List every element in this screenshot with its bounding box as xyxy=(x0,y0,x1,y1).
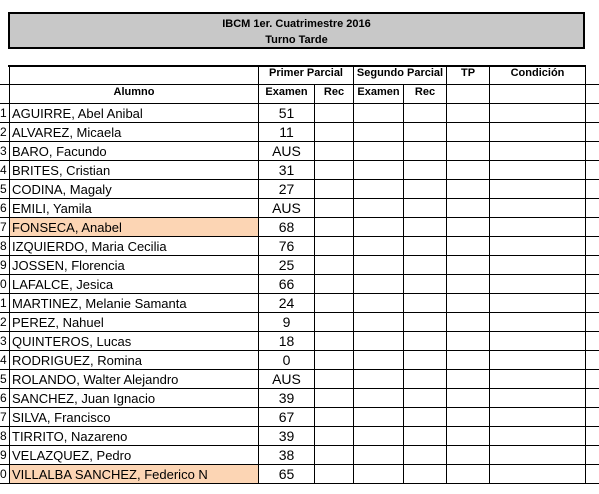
table-row xyxy=(0,237,599,256)
table-row xyxy=(0,218,599,237)
header-segundo-parcial[interactable]: Segundo Parcial xyxy=(354,66,447,85)
sheet-title: IBCM 1er. Cuatrimestre 2016 xyxy=(222,18,371,30)
condicion-cell[interactable] xyxy=(490,275,586,294)
tp-cell[interactable] xyxy=(447,446,490,465)
extra-cell xyxy=(586,218,599,237)
extra-cell xyxy=(586,161,599,180)
header-examen-2[interactable]: Examen xyxy=(354,85,404,104)
row-number: 5 xyxy=(0,180,9,199)
extra-cell xyxy=(586,465,599,484)
row-number: 3 xyxy=(0,332,9,351)
examen-1-score[interactable]: 39 xyxy=(259,427,315,446)
extra-cell xyxy=(586,408,599,427)
rec-2-cell[interactable] xyxy=(404,351,447,370)
examen-1-score[interactable]: AUS xyxy=(259,199,315,218)
rec-2-cell[interactable] xyxy=(404,446,447,465)
examen-1-score[interactable]: 38 xyxy=(259,446,315,465)
extra-cell xyxy=(586,389,599,408)
examen-2-cell[interactable] xyxy=(354,275,404,294)
rec-2-cell[interactable] xyxy=(404,294,447,313)
examen-2-cell[interactable] xyxy=(354,408,404,427)
sheet-title-box xyxy=(8,12,585,49)
row-number: 3 xyxy=(0,142,9,161)
examen-1-score[interactable]: 31 xyxy=(259,161,315,180)
rec-1-cell[interactable] xyxy=(315,275,354,294)
header-rec-2[interactable]: Rec xyxy=(404,85,447,104)
rec-1-cell[interactable] xyxy=(315,389,354,408)
tp-cell[interactable] xyxy=(447,408,490,427)
condicion-cell[interactable] xyxy=(490,294,586,313)
row-number: 1 xyxy=(0,294,9,313)
rec-1-cell[interactable] xyxy=(315,465,354,484)
rec-2-cell[interactable] xyxy=(404,370,447,389)
row-number: 2 xyxy=(0,123,9,142)
header-blank[interactable] xyxy=(9,66,259,85)
row-number: 0 xyxy=(0,275,9,294)
row-number: 7 xyxy=(0,218,9,237)
examen-1-score[interactable]: 25 xyxy=(259,256,315,275)
tp-cell[interactable] xyxy=(447,142,490,161)
student-name[interactable]: ALVAREZ, Micaela xyxy=(9,123,259,142)
student-name[interactable]: VILLALBA SANCHEZ, Federico N xyxy=(9,465,259,484)
extra-cell xyxy=(586,294,599,313)
condicion-cell[interactable] xyxy=(490,370,586,389)
student-name[interactable]: SILVA, Francisco xyxy=(9,408,259,427)
condicion-cell[interactable] xyxy=(490,199,586,218)
table-row xyxy=(0,408,599,427)
student-name[interactable]: AGUIRRE, Abel Anibal xyxy=(9,104,259,123)
extra-cell xyxy=(586,427,599,446)
student-name[interactable]: TIRRITO, Nazareno xyxy=(9,427,259,446)
extra-cell xyxy=(586,199,599,218)
student-name[interactable]: IZQUIERDO, Maria Cecilia xyxy=(9,237,259,256)
examen-2-cell[interactable] xyxy=(354,142,404,161)
extra-cell xyxy=(586,313,599,332)
table-row xyxy=(0,161,599,180)
tp-cell[interactable] xyxy=(447,465,490,484)
tp-cell[interactable] xyxy=(447,313,490,332)
table-row xyxy=(0,104,599,123)
rec-2-cell[interactable] xyxy=(404,465,447,484)
rec-2-cell[interactable] xyxy=(404,408,447,427)
header-alumno[interactable]: Alumno xyxy=(9,85,259,104)
student-name[interactable]: LAFALCE, Jesica xyxy=(9,275,259,294)
condicion-cell[interactable] xyxy=(490,104,586,123)
table-row xyxy=(0,370,599,389)
rec-1-cell[interactable] xyxy=(315,294,354,313)
condicion-cell[interactable] xyxy=(490,351,586,370)
table-row xyxy=(0,123,599,142)
rec-1-cell[interactable] xyxy=(315,123,354,142)
row-number-header xyxy=(0,66,9,85)
examen-1-score[interactable]: 27 xyxy=(259,180,315,199)
condicion-cell[interactable] xyxy=(490,389,586,408)
rec-1-cell[interactable] xyxy=(315,370,354,389)
sheet-subtitle: Turno Tarde xyxy=(265,34,328,46)
condicion-cell[interactable] xyxy=(490,332,586,351)
row-number: 8 xyxy=(0,427,9,446)
student-name[interactable]: RODRIGUEZ, Romina xyxy=(9,351,259,370)
table-row xyxy=(0,199,599,218)
rec-1-cell[interactable] xyxy=(315,313,354,332)
rec-2-cell[interactable] xyxy=(404,332,447,351)
condicion-cell[interactable] xyxy=(490,142,586,161)
rec-1-cell[interactable] xyxy=(315,427,354,446)
student-name[interactable]: MARTINEZ, Melanie Samanta xyxy=(9,294,259,313)
rec-2-cell[interactable] xyxy=(404,199,447,218)
extra-cell xyxy=(586,180,599,199)
rec-1-cell[interactable] xyxy=(315,142,354,161)
rec-1-cell[interactable] xyxy=(315,180,354,199)
header-condicion[interactable]: Condición xyxy=(490,66,586,85)
examen-2-cell[interactable] xyxy=(354,237,404,256)
tp-cell[interactable] xyxy=(447,104,490,123)
rec-1-cell[interactable] xyxy=(315,408,354,427)
extra-cell xyxy=(586,256,599,275)
student-name[interactable]: CODINA, Magaly xyxy=(9,180,259,199)
header-extra xyxy=(586,85,599,104)
tp-cell[interactable] xyxy=(447,370,490,389)
examen-1-score[interactable]: 18 xyxy=(259,332,315,351)
examen-1-score[interactable]: 67 xyxy=(259,408,315,427)
rec-1-cell[interactable] xyxy=(315,351,354,370)
examen-1-score[interactable]: 66 xyxy=(259,275,315,294)
examen-2-cell[interactable] xyxy=(354,123,404,142)
student-name[interactable]: QUINTEROS, Lucas xyxy=(9,332,259,351)
table-row xyxy=(0,294,599,313)
examen-1-score[interactable]: 11 xyxy=(259,123,315,142)
table-row xyxy=(0,389,599,408)
rec-2-cell[interactable] xyxy=(404,142,447,161)
student-name[interactable]: SANCHEZ, Juan Ignacio xyxy=(9,389,259,408)
extra-cell xyxy=(586,370,599,389)
header-extra xyxy=(586,66,599,85)
examen-1-score[interactable]: 51 xyxy=(259,104,315,123)
extra-cell xyxy=(586,142,599,161)
tp-cell[interactable] xyxy=(447,237,490,256)
condicion-cell[interactable] xyxy=(490,427,586,446)
row-number: 5 xyxy=(0,370,9,389)
examen-1-score[interactable]: 24 xyxy=(259,294,315,313)
row-number: 8 xyxy=(0,237,9,256)
rec-2-cell[interactable] xyxy=(404,104,447,123)
extra-cell xyxy=(586,104,599,123)
examen-2-cell[interactable] xyxy=(354,370,404,389)
header-tp[interactable]: TP xyxy=(447,66,490,85)
row-number: 0 xyxy=(0,465,9,484)
row-number-header xyxy=(0,85,9,104)
condicion-cell[interactable] xyxy=(490,123,586,142)
tp-cell[interactable] xyxy=(447,199,490,218)
rec-1-cell[interactable] xyxy=(315,104,354,123)
header-primer-parcial[interactable]: Primer Parcial xyxy=(259,66,354,85)
extra-cell xyxy=(586,332,599,351)
rec-1-cell[interactable] xyxy=(315,218,354,237)
condicion-cell[interactable] xyxy=(490,446,586,465)
table-row xyxy=(0,427,599,446)
tp-cell[interactable] xyxy=(447,180,490,199)
examen-2-cell[interactable] xyxy=(354,465,404,484)
condicion-cell[interactable] xyxy=(490,313,586,332)
row-number: 9 xyxy=(0,256,9,275)
table-row xyxy=(0,256,599,275)
rec-2-cell[interactable] xyxy=(404,218,447,237)
examen-1-score[interactable]: 68 xyxy=(259,218,315,237)
student-name[interactable]: BRITES, Cristian xyxy=(9,161,259,180)
row-number: 7 xyxy=(0,408,9,427)
tp-cell[interactable] xyxy=(447,332,490,351)
examen-2-cell[interactable] xyxy=(354,446,404,465)
header-row-2 xyxy=(0,85,599,104)
condicion-cell[interactable] xyxy=(490,218,586,237)
condicion-cell[interactable] xyxy=(490,237,586,256)
tp-cell[interactable] xyxy=(447,294,490,313)
header-condicion-blank[interactable] xyxy=(490,85,586,104)
tp-cell[interactable] xyxy=(447,351,490,370)
student-name[interactable]: VELAZQUEZ, Pedro xyxy=(9,446,259,465)
student-name[interactable]: PEREZ, Nahuel xyxy=(9,313,259,332)
header-rec-1[interactable]: Rec xyxy=(315,85,354,104)
rec-1-cell[interactable] xyxy=(315,199,354,218)
examen-2-cell[interactable] xyxy=(354,427,404,446)
table-row xyxy=(0,465,599,484)
condicion-cell[interactable] xyxy=(490,161,586,180)
row-number: 6 xyxy=(0,389,9,408)
examen-1-score[interactable]: 76 xyxy=(259,237,315,256)
condicion-cell[interactable] xyxy=(490,180,586,199)
extra-cell xyxy=(586,237,599,256)
header-examen-1[interactable]: Examen xyxy=(259,85,315,104)
table-row xyxy=(0,351,599,370)
rec-2-cell[interactable] xyxy=(404,237,447,256)
student-name[interactable]: EMILI, Yamila xyxy=(9,199,259,218)
rec-1-cell[interactable] xyxy=(315,237,354,256)
examen-2-cell[interactable] xyxy=(354,332,404,351)
tp-cell[interactable] xyxy=(447,218,490,237)
condicion-cell[interactable] xyxy=(490,408,586,427)
tp-cell[interactable] xyxy=(447,256,490,275)
condicion-cell[interactable] xyxy=(490,256,586,275)
rec-2-cell[interactable] xyxy=(404,389,447,408)
table-row xyxy=(0,332,599,351)
student-name[interactable]: BARO, Facundo xyxy=(9,142,259,161)
header-tp-blank[interactable] xyxy=(447,85,490,104)
examen-1-score[interactable]: 9 xyxy=(259,313,315,332)
row-number: 4 xyxy=(0,161,9,180)
tp-cell[interactable] xyxy=(447,123,490,142)
table-row xyxy=(0,446,599,465)
extra-cell xyxy=(586,123,599,142)
extra-cell xyxy=(586,351,599,370)
student-name[interactable]: FONSECA, Anabel xyxy=(9,218,259,237)
rec-2-cell[interactable] xyxy=(404,256,447,275)
rec-1-cell[interactable] xyxy=(315,332,354,351)
rec-2-cell[interactable] xyxy=(404,180,447,199)
examen-2-cell[interactable] xyxy=(354,180,404,199)
examen-2-cell[interactable] xyxy=(354,218,404,237)
student-name[interactable]: ROLANDO, Walter Alejandro xyxy=(9,370,259,389)
row-number: 1 xyxy=(0,104,9,123)
examen-2-cell[interactable] xyxy=(354,294,404,313)
examen-2-cell[interactable] xyxy=(354,313,404,332)
rec-1-cell[interactable] xyxy=(315,256,354,275)
examen-1-score[interactable]: 0 xyxy=(259,351,315,370)
condicion-cell[interactable] xyxy=(490,465,586,484)
row-number: 4 xyxy=(0,351,9,370)
student-name[interactable]: JOSSEN, Florencia xyxy=(9,256,259,275)
rec-2-cell[interactable] xyxy=(404,313,447,332)
tp-cell[interactable] xyxy=(447,275,490,294)
row-number: 2 xyxy=(0,313,9,332)
rec-1-cell[interactable] xyxy=(315,446,354,465)
table-row xyxy=(0,313,599,332)
examen-1-score[interactable]: AUS xyxy=(259,370,315,389)
examen-2-cell[interactable] xyxy=(354,351,404,370)
examen-1-score[interactable]: AUS xyxy=(259,142,315,161)
rec-2-cell[interactable] xyxy=(404,275,447,294)
tp-cell[interactable] xyxy=(447,161,490,180)
row-number: 9 xyxy=(0,446,9,465)
examen-2-cell[interactable] xyxy=(354,199,404,218)
examen-2-cell[interactable] xyxy=(354,104,404,123)
rec-2-cell[interactable] xyxy=(404,123,447,142)
extra-cell xyxy=(586,446,599,465)
table-row xyxy=(0,275,599,294)
tp-cell[interactable] xyxy=(447,427,490,446)
examen-2-cell[interactable] xyxy=(354,161,404,180)
examen-2-cell[interactable] xyxy=(354,389,404,408)
table-row xyxy=(0,142,599,161)
header-row-1 xyxy=(0,66,599,85)
row-number: 6 xyxy=(0,199,9,218)
tp-cell[interactable] xyxy=(447,389,490,408)
rec-2-cell[interactable] xyxy=(404,427,447,446)
examen-1-score[interactable]: 65 xyxy=(259,465,315,484)
rec-1-cell[interactable] xyxy=(315,161,354,180)
extra-cell xyxy=(586,275,599,294)
rec-2-cell[interactable] xyxy=(404,161,447,180)
examen-1-score[interactable]: 39 xyxy=(259,389,315,408)
table-row xyxy=(0,180,599,199)
examen-2-cell[interactable] xyxy=(354,256,404,275)
